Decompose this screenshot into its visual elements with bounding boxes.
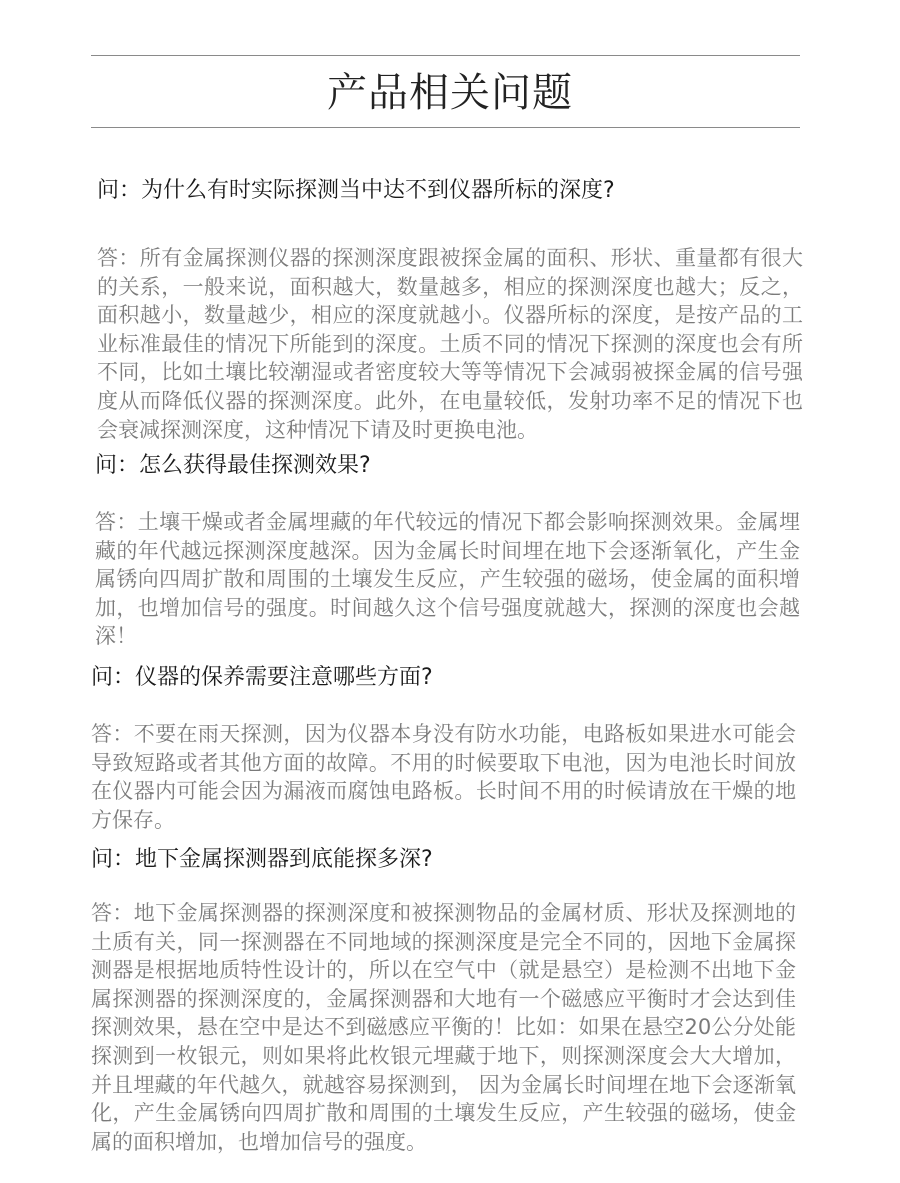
faq-question: 问：仪器的保养需要注意哪些方面? xyxy=(91,665,433,690)
title-top-divider xyxy=(91,55,800,56)
faq-item xyxy=(97,176,803,444)
faq-question: 问：怎么获得最佳探测效果? xyxy=(95,453,371,478)
faq-item xyxy=(91,663,796,834)
faq-item xyxy=(91,845,796,1156)
faq-answer: 答：地下金属探测器的探测深度和被探测物品的金属材质、形状及探测地的土质有关，同一探测器在不同地域的探测深度是完全不同的，因地下金属探测器是根据地质特性设计的，所以在空气中（就是悬空）是检测不出地下金属探测器的探测深度的，金属探测器和大地有一个磁感应平衡时才会达到佳探测效果，悬在空中是达不到磁感应平衡的！比如：如果在悬空20公分处能探测到一枚银元，则如果将此枚银元埋藏于地下，则探测深度会大大增加，并且埋藏的年代越久，就越容易探测到， 因为金属长时间埋在地下会逐渐氧化，产生金属锈向四周扩散和周围的土壤发生反应，产生较强的磁场，使金属的面积增加，也增加信号的强度。 xyxy=(91,901,796,1154)
faq-answer: 答：不要在雨天探测，因为仪器本身没有防水功能，电路板如果进水可能会导致短路或者其他方面的故障。不用的时候要取下电池，因为电池长时间放在仪器内可能会因为漏液而腐蚀电路板。长时间不用的时候请放在干燥的地方保存。 xyxy=(91,722,796,832)
page-title: 产品相关问题 xyxy=(327,70,573,116)
faq-item xyxy=(95,451,800,651)
faq-question: 问：为什么有时实际探测当中达不到仪器所标的深度? xyxy=(97,178,615,203)
faq-answer: 答：土壤干燥或者金属埋藏的年代较远的情况下都会影响探测效果。金属埋藏的年代越远探测深度越深。因为金属长时间埋在地下会逐渐氧化，产生金属锈向四周扩散和周围的土壤发生反应，产生较强的磁场，使金属的面积增加，也增加信号的强度。时间越久这个信号强度就越大，探测的深度也会越深！ xyxy=(95,510,800,649)
faq-question: 问：地下金属探测器到底能探多深? xyxy=(91,847,433,872)
faq-answer: 答：所有金属探测仪器的探测深度跟被探金属的面积、形状、重量都有很大的关系，一般来说，面积越大，数量越多，相应的探测深度也越大；反之，面积越小，数量越少，相应的深度就越小。仪器所标的深度，是按产品的工业标准最佳的情况下所能到的深度。土质不同的情况下探测的深度也会有所不同，比如土壤比较潮湿或者密度较大等等情况下会减弱被探金属的信号强度从而降低仪器的探测深度。此外，在电量较低，发射功率不足的情况下也会衰减探测深度，这种情况下请及时更换电池。 xyxy=(97,246,803,442)
title-bottom-divider xyxy=(91,127,800,128)
